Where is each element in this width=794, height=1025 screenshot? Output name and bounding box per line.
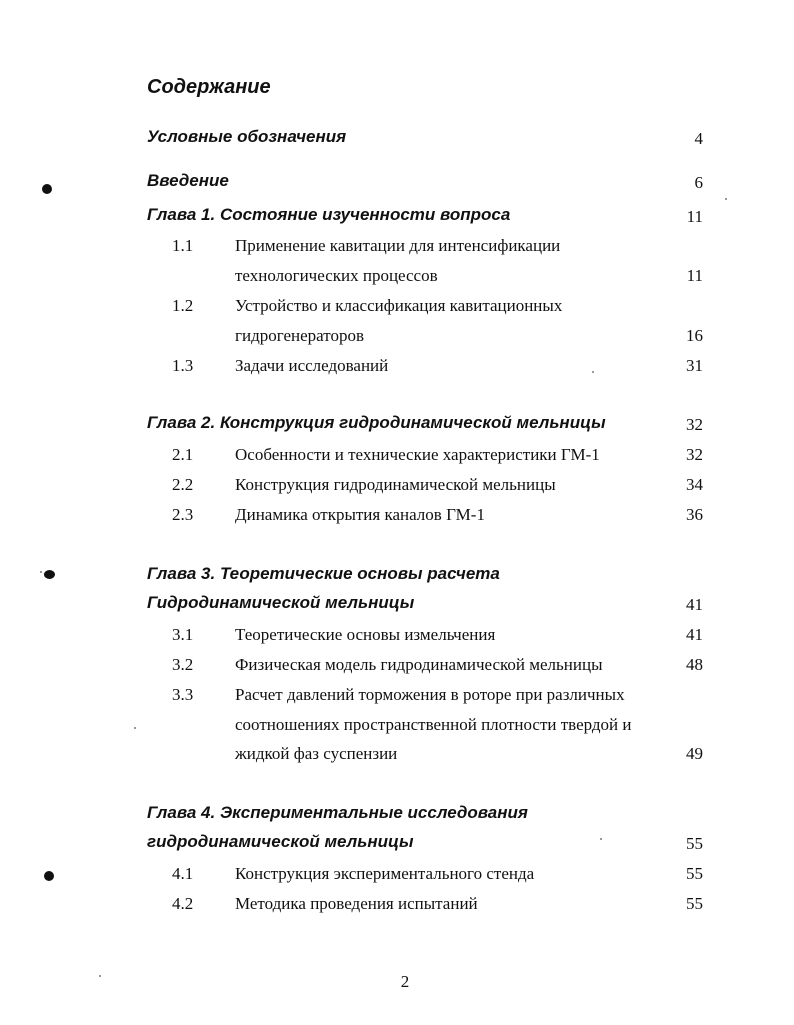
toc-symbols-title: Условные обозначения: [147, 127, 347, 146]
toc-section-page: 55: [686, 894, 703, 913]
toc-section-page: 34: [686, 475, 703, 494]
toc-section-title: Теоретические основы измельчения: [235, 625, 496, 644]
toc-chapter-4-title-cont: гидродинамической мельницы: [147, 832, 414, 851]
toc-section-title: Конструкция экспериментального стенда: [235, 864, 535, 883]
toc-chapter-3-title-cont: Гидродинамической мельницы: [147, 593, 415, 612]
scan-speck: [725, 198, 727, 200]
toc-section-number: 3.2: [172, 655, 194, 674]
toc-section-number: 4.1: [172, 864, 194, 883]
toc-section-number: 2.1: [172, 445, 194, 464]
toc-section-number: 1.1: [172, 236, 194, 255]
toc-section-title: Применение кавитации для интенсификации: [235, 236, 561, 255]
page-number: 2: [400, 972, 410, 991]
toc-chapter-1-title: Глава 1. Состояние изученности вопроса: [147, 205, 511, 224]
toc-chapter-1-page: 11: [686, 207, 703, 226]
toc-section-title: Методика проведения испытаний: [235, 894, 478, 913]
scan-speck: [600, 838, 602, 840]
toc-section-page: 55: [686, 864, 703, 883]
toc-section-number: 3.3: [172, 685, 194, 704]
toc-section-title-cont: соотношениях пространственной плотности твердой и: [235, 715, 632, 734]
scan-speck: [134, 727, 136, 729]
toc-section-page: 41: [686, 625, 703, 644]
toc-section-number: 3.1: [172, 625, 194, 644]
scan-speck: [592, 371, 594, 373]
toc-intro-page: 6: [694, 173, 703, 192]
scan-speck: [99, 975, 101, 977]
toc-section-title: Расчет давлений торможения в роторе при различных: [235, 685, 625, 704]
punch-hole-mark: [44, 871, 54, 881]
toc-section-page: 48: [686, 655, 703, 674]
toc-section-number: 4.2: [172, 894, 194, 913]
toc-section-title: Задачи исследований: [235, 356, 389, 375]
punch-hole-mark: [42, 184, 52, 194]
toc-section-title-cont: технологических процессов: [235, 266, 438, 285]
toc-chapter-3-title: Глава 3. Теоретические основы расчета: [147, 564, 500, 583]
toc-section-page: 36: [686, 505, 703, 524]
toc-chapter-3-page: 41: [686, 595, 703, 614]
toc-chapter-2-page: 32: [686, 415, 703, 434]
toc-chapter-4-title: Глава 4. Экспериментальные исследования: [147, 803, 528, 822]
toc-section-title: Конструкция гидродинамической мельницы: [235, 475, 556, 494]
toc-section-page: 16: [686, 326, 703, 345]
toc-section-page: 11: [686, 266, 703, 285]
toc-chapter-2-title: Глава 2. Конструкция гидродинамической мельницы: [147, 413, 606, 432]
toc-section-number: 1.3: [172, 356, 194, 375]
toc-chapter-4-page: 55: [686, 834, 703, 853]
punch-hole-mark: [44, 570, 55, 579]
toc-section-number: 2.3: [172, 505, 194, 524]
toc-section-title: Особенности и технические характеристики ГМ-1: [235, 445, 600, 464]
toc-section-title: Динамика открытия каналов ГМ-1: [235, 505, 485, 524]
toc-section-number: 2.2: [172, 475, 194, 494]
toc-intro-title: Введение: [147, 171, 229, 190]
toc-section-page: 49: [686, 744, 703, 763]
toc-section-title-cont: гидрогенераторов: [235, 326, 364, 345]
toc-symbols-page: 4: [694, 129, 703, 148]
toc-section-page: 31: [686, 356, 703, 375]
toc-section-number: 1.2: [172, 296, 194, 315]
toc-section-title-cont: жидкой фаз суспензии: [235, 744, 398, 763]
toc-section-title: Физическая модель гидродинамической мельницы: [235, 655, 603, 674]
toc-section-title: Устройство и классификация кавитационных: [235, 296, 563, 315]
toc-section-page: 32: [686, 445, 703, 464]
toc-heading: Содержание: [147, 76, 271, 98]
scan-speck: [40, 571, 42, 573]
